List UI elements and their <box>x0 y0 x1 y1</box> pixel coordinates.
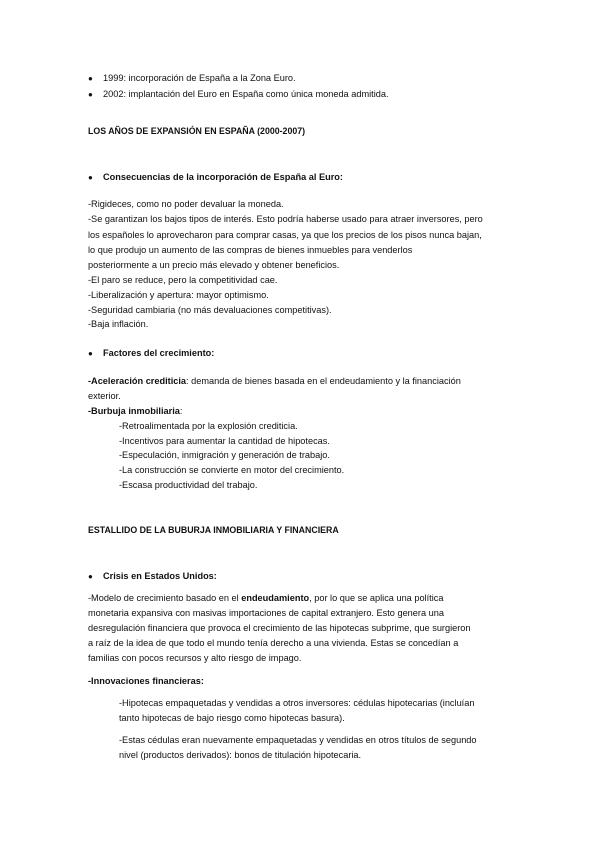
subsection-heading <box>88 570 217 583</box>
list-item <box>88 88 389 101</box>
list-item-text: 1999: incorporación de España a la Zona Euro. <box>103 73 296 83</box>
subsection-title: Factores del crecimiento: <box>103 348 215 358</box>
section-heading: LOS AÑOS DE EXPANSIÓN EN ESPAÑA (2000-2007) <box>88 126 306 136</box>
sub-list-item: -Retroalimentada por la explosión crediticia. <box>119 421 298 431</box>
subsection-title: Consecuencias de la incorporación de España al Euro: <box>103 172 343 182</box>
sub-list-item: nivel (productos derivados): bonos de titulación hipotecaria. <box>119 750 362 760</box>
bullet-icon: ● <box>88 173 93 182</box>
sub-list-item: -Incentivos para aumentar la cantidad de hipotecas. <box>119 436 330 446</box>
text-run: , por lo que se aplica una política <box>309 593 444 603</box>
paragraph-line: -Se garantizan los bajos tipos de interés. Esto podría haberse usado para atraer inversores, pero <box>88 214 483 224</box>
subsection-heading <box>88 171 343 184</box>
bullet-icon: ● <box>88 90 93 99</box>
paragraph-line: monetaria expansiva con masivas importaciones de capital extranjero. Esto genera una <box>88 608 444 618</box>
paragraph-line: desregulación financiera que provoca el crecimiento de las hipotecas subprime, que surgieron <box>88 623 471 633</box>
sub-list-item: -Escasa productividad del trabajo. <box>119 480 258 490</box>
paragraph-line: -Liberalización y apertura: mayor optimismo. <box>88 290 269 300</box>
paragraph-line: exterior. <box>88 391 121 401</box>
term-label: -Burbuja inmobiliaria <box>88 406 180 416</box>
subsection-title: Crisis en Estados Unidos: <box>103 571 217 581</box>
paragraph-line <box>88 375 461 387</box>
paragraph-line: familias con pocos recursos y alto riesgo de impago. <box>88 653 302 663</box>
section-heading: ESTALLIDO DE LA BUBURJA INMOBILIARIA Y FINANCIERA <box>88 525 339 535</box>
paragraph-line: lo que produjo un aumento de las compras de bienes inmuebles para venderlos <box>88 245 413 255</box>
sub-list-item: -Estas cédulas eran nuevamente empaquetadas y vendidas en otros títulos de segundo <box>119 735 477 745</box>
paragraph-line: -Seguridad cambiaria (no más devaluaciones competitivas). <box>88 305 332 315</box>
subsection-heading <box>88 347 214 360</box>
bullet-icon: ● <box>88 349 93 358</box>
list-item <box>88 72 296 85</box>
sub-list-item: -Especulación, inmigración y generación de trabajo. <box>119 450 330 460</box>
paragraph-line: -Rigideces, como no poder devaluar la moneda. <box>88 199 284 209</box>
bullet-icon: ● <box>88 74 93 83</box>
sub-list-item: -La construcción se convierte en motor del crecimiento. <box>119 465 345 475</box>
sub-list-item: tanto hipotecas de bajo riesgo como hipotecas basura). <box>119 713 345 723</box>
paragraph-line: a raíz de la idea de que todo el mundo tenía derecho a una vivienda. Estas se concedían a <box>88 638 459 648</box>
term-text: : <box>179 406 183 416</box>
term-label: -Aceleración crediticia <box>88 376 187 386</box>
text-run: -Modelo de crecimiento basado en el <box>88 593 242 603</box>
paragraph-line <box>88 592 443 604</box>
paragraph-line: los españoles lo aprovecharon para comprar casas, ya que los precios de los pisos nunca bajan, <box>88 230 482 240</box>
paragraph-line: posteriormente a un precio más elevado y obtener beneficios. <box>88 260 340 270</box>
paragraph-line: -Baja inflación. <box>88 319 149 329</box>
list-item-text: 2002: implantación del Euro en España como única moneda admitida. <box>103 89 389 99</box>
paragraph-line: -El paro se reduce, pero la competitividad cae. <box>88 275 278 285</box>
emphasis-text: endeudamiento <box>241 593 310 603</box>
bullet-icon: ● <box>88 572 93 581</box>
sub-list-item: -Hipotecas empaquetadas y vendidas a otros inversores: cédulas hipotecarias (incluían <box>119 698 475 708</box>
paragraph-heading: -Innovaciones financieras: <box>88 676 204 686</box>
paragraph-line <box>88 405 182 417</box>
term-text: : demanda de bienes basada en el endeudamiento y la financiación <box>186 376 461 386</box>
